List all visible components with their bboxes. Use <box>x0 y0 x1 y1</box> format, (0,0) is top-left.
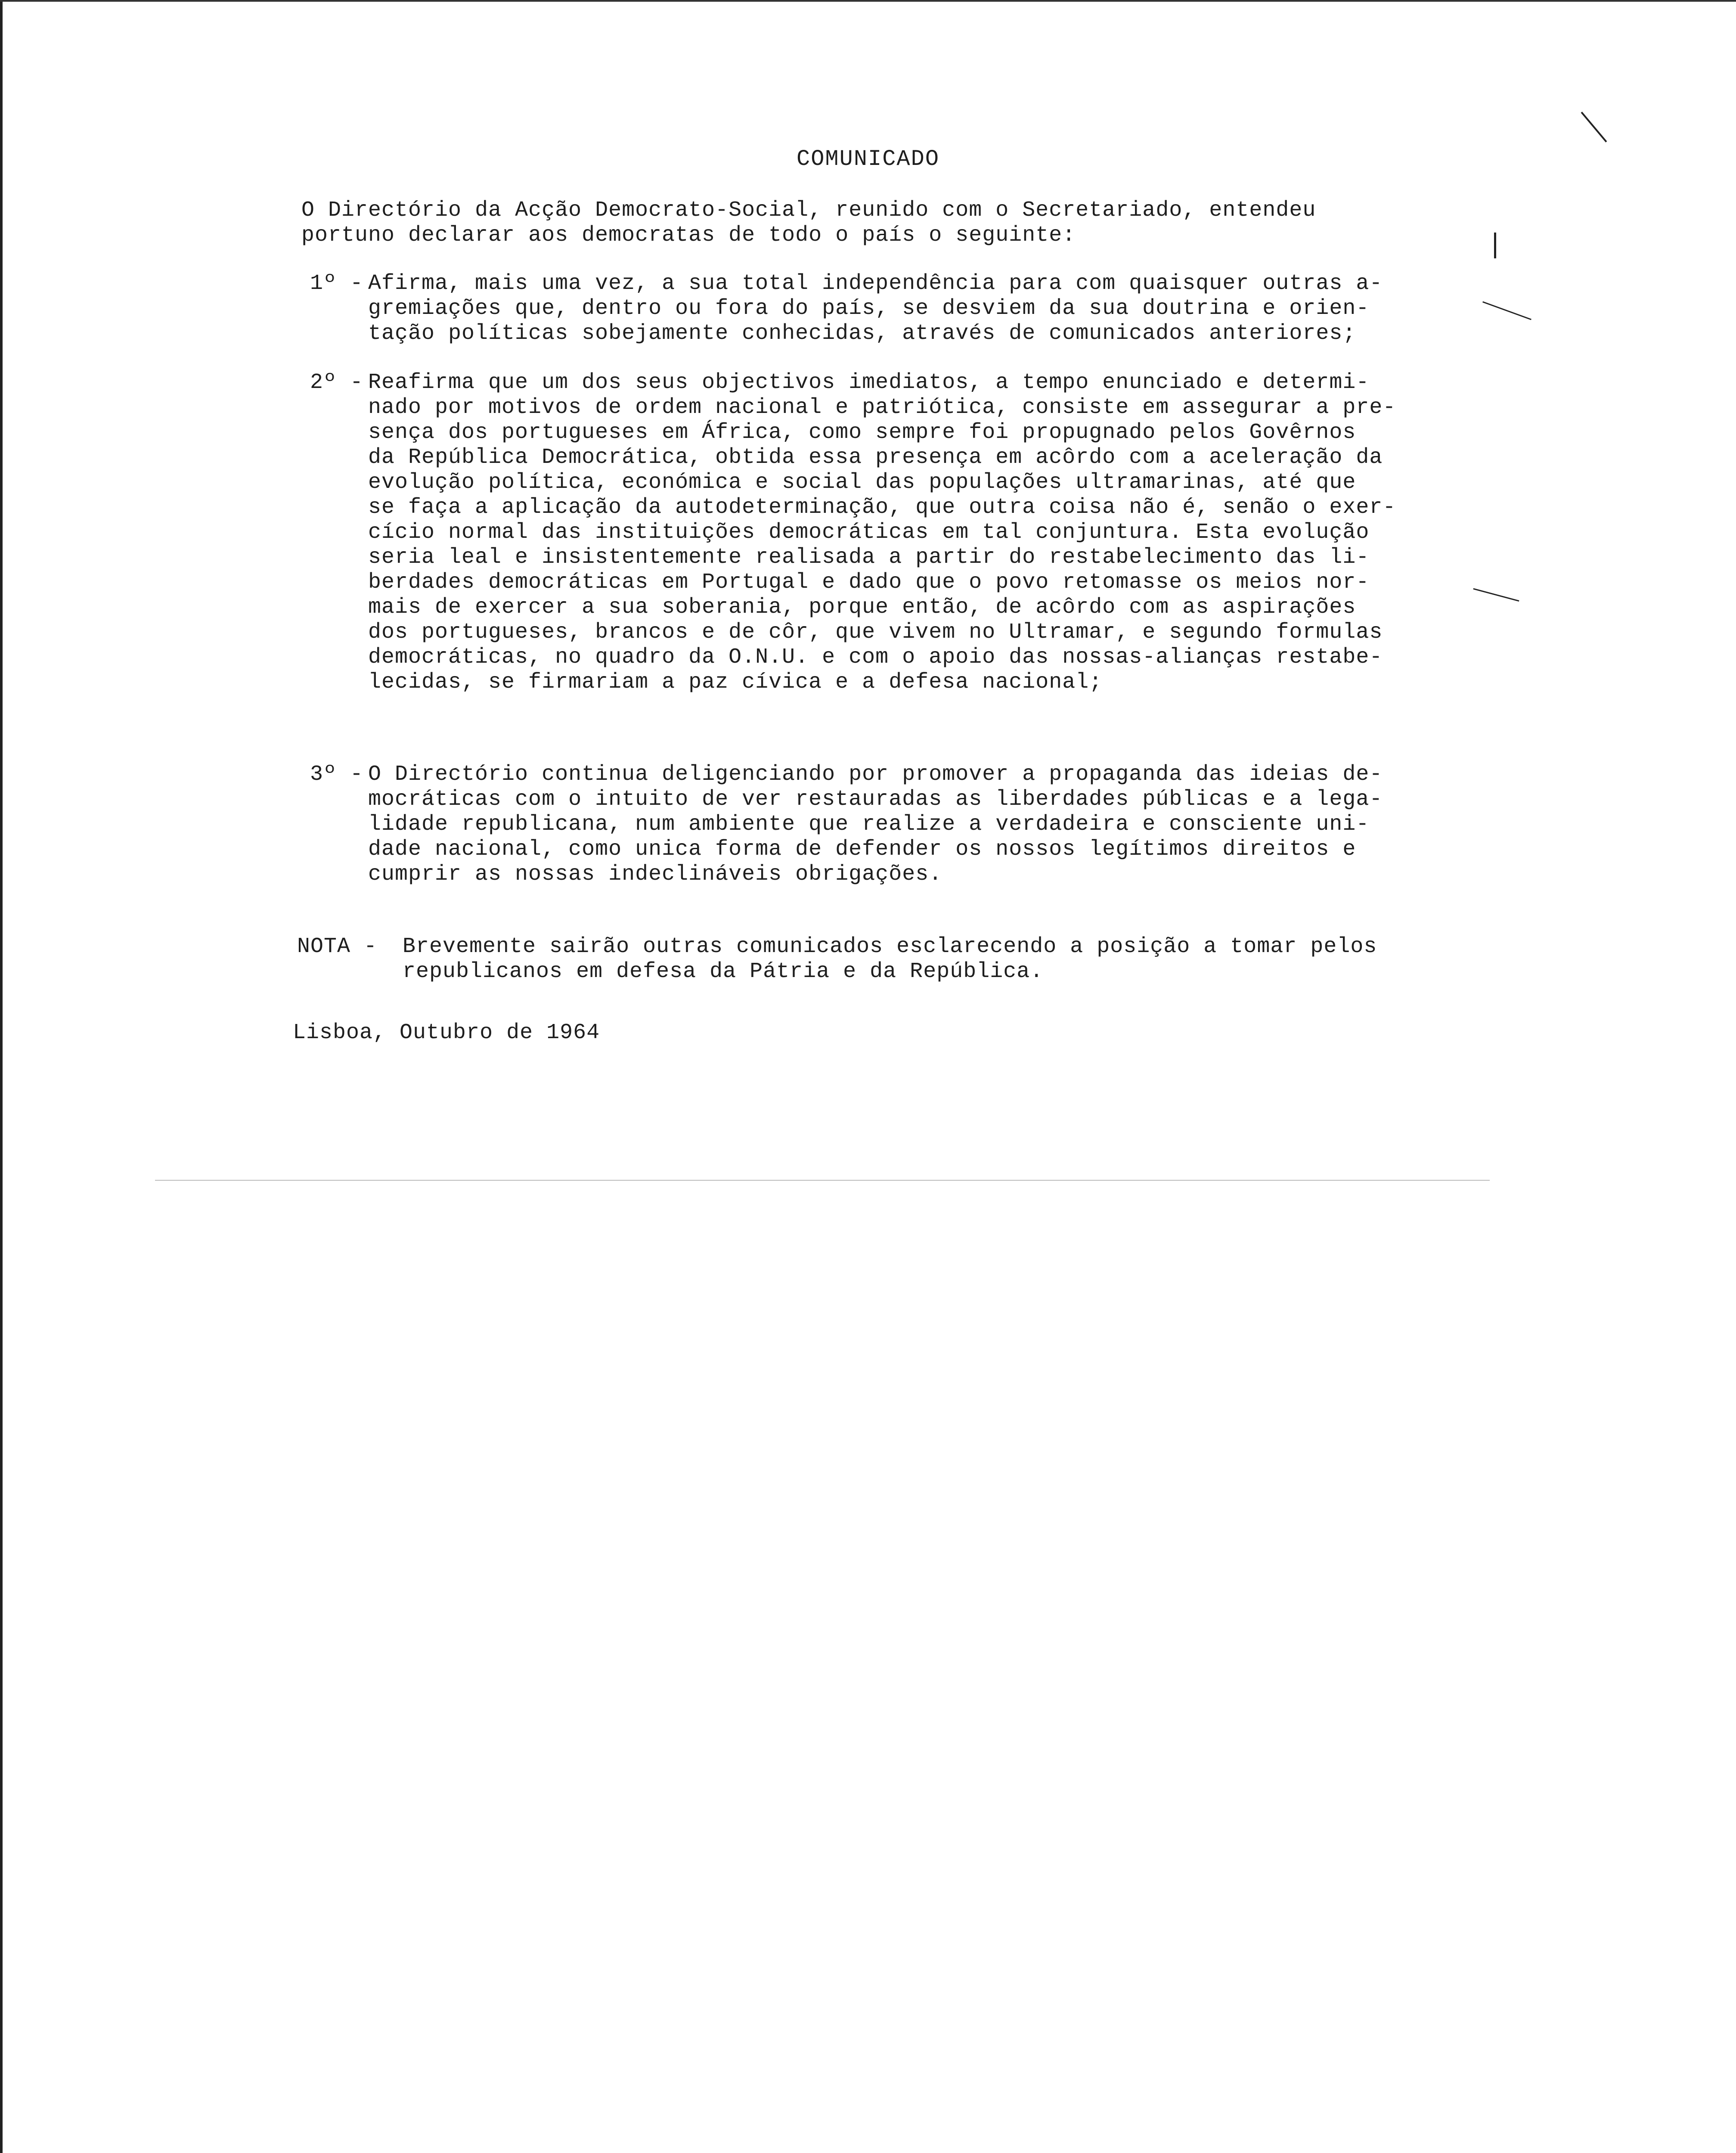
nota-marker: NOTA - <box>297 934 378 959</box>
stray-mark <box>1473 588 1519 602</box>
intro-paragraph <box>301 198 1464 248</box>
stray-mark <box>1482 301 1531 320</box>
item-line: lidade republicana, num ambiente que realize a verdadeira e consciente uni- <box>368 812 1370 837</box>
item-text <box>368 271 1383 346</box>
item-line: Afirma, mais uma vez, a sua total independência para com quaisquer outras a- <box>368 271 1383 296</box>
item-line: tação políticas sobejamente conhecidas, através de comunicados anteriores; <box>368 321 1356 346</box>
intro-line: portuno declarar aos democratas de todo o país o seguinte: <box>301 223 1076 248</box>
item-marker: 1º - <box>310 271 364 296</box>
nota-line: Brevemente sairão outras comunicados esclarecendo a posição a tomar pelos <box>403 934 1377 959</box>
stray-mark <box>1494 233 1496 258</box>
document-title: COMUNICADO <box>797 146 940 172</box>
intro-line: O Directório da Acção Democrato-Social, reunido com o Secretariado, entendeu <box>301 198 1316 223</box>
item-line: se faça a aplicação da autodeterminação, que outra coisa não é, senão o exer- <box>368 495 1396 520</box>
item-line: mocráticas com o intuito de ver restauradas as liberdades públicas e a lega- <box>368 787 1383 812</box>
item-text <box>368 762 1383 887</box>
item-line: da República Democrática, obtida essa presença em acôrdo com a aceleração da <box>368 445 1383 470</box>
item-text <box>368 370 1396 695</box>
item-line: dos portugueses, brancos e de côr, que vivem no Ultramar, e segundo formulas <box>368 620 1383 645</box>
item-line: O Directório continua deligenciando por promover a propaganda das ideias de- <box>368 762 1383 787</box>
item-marker: 2º - <box>310 370 364 395</box>
page-edge <box>0 0 3 2153</box>
item-line: cício normal das instituições democráticas em tal conjuntura. Esta evolução <box>368 520 1370 545</box>
stray-mark <box>155 1180 1490 1181</box>
item-line: democráticas, no quadro da O.N.U. e com o apoio das nossas-alianças restabe- <box>368 645 1383 670</box>
nota-line: republicanos em defesa da Pátria e da República. <box>403 959 1044 984</box>
item-line: nado por motivos de ordem nacional e patriótica, consiste em assegurar a pre- <box>368 395 1396 420</box>
item-line: cumprir as nossas indeclináveis obrigações. <box>368 862 942 887</box>
item-marker: 3º - <box>310 762 364 787</box>
item-line: seria leal e insistentemente realisada a partir do restabelecimento das li- <box>368 545 1370 570</box>
item-line: sença dos portugueses em África, como sempre foi propugnado pelos Govêrnos <box>368 420 1356 445</box>
page-edge-top <box>0 0 1736 2</box>
item-line: mais de exercer a sua soberania, porque então, de acôrdo com as aspirações <box>368 595 1356 620</box>
item-line: evolução política, económica e social das populações ultramarinas, até que <box>368 470 1356 495</box>
item-line: dade nacional, como unica forma de defender os nossos legítimos direitos e <box>368 837 1356 862</box>
item-line: berdades democráticas em Portugal e dado que o povo retomasse os meios nor- <box>368 570 1370 595</box>
item-line: Reafirma que um dos seus objectivos imediatos, a tempo enunciado e determi- <box>368 370 1370 395</box>
nota-text <box>403 934 1377 984</box>
place-date: Lisboa, Outubro de 1964 <box>293 1021 600 1045</box>
item-line: gremiações que, dentro ou fora do país, se desviem da sua doutrina e orien- <box>368 296 1370 321</box>
stray-mark <box>1581 112 1607 143</box>
item-line: lecidas, se firmariam a paz cívica e a defesa nacional; <box>368 670 1103 695</box>
